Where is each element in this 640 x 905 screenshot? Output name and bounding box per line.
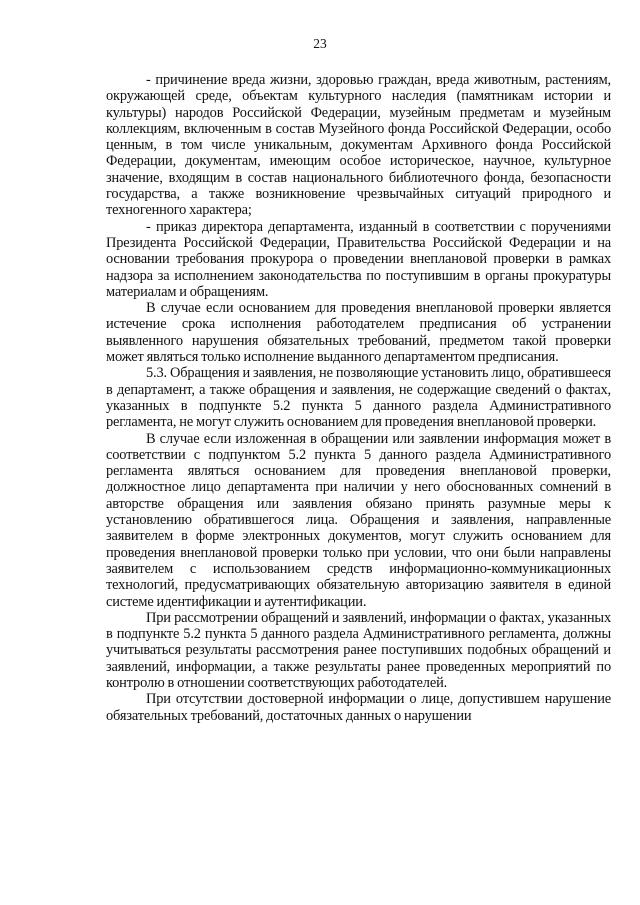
paragraph-author-verification: В случае если изложенная в обращении или заявлении информация может в соответствии с подпунктом 5.2 пункта 5 данного раздела Административного регламента являться основанием для проведения внеплановой проверки, должностное лицо департамента при наличии у него обоснованных сомнений в авторстве обращения или заявления обязано принять разумные меры к установлению обратившегося лица. Обращения и заявления, направленные заявителем в форме электронных документов, могут служить основанием для проведения внеплановой проверки только при условии, что они были направлены заявителем с использованием средств информационно-коммуникационных технологий, предусматривающих обязательную авторизацию заявителя в единой системе идентификации и аутентификации. [106, 430, 611, 610]
paragraph-no-reliable-info: При отсутствии достоверной информации о лице, допустившем нарушение обязательных требований, достаточных данных о нарушении [106, 691, 611, 724]
paragraph-director-order-item: - приказ директора департамента, изданный в соответствии с поручениями Президента Российской Федерации, Правительства Российской Федерации и на основании требования прокурора о проведении внеплановой проверки в рамках надзора за исполнением законодательства по поступившим в органы прокуратуры материалам и обращениям. [106, 218, 611, 300]
paragraph-prescription-expiry: В случае если основанием для проведения внеплановой проверки является истечение срока исполнения работодателем предписания об устранении выявленного нарушения обязательных требований, предметом такой проверки может являться только исполнение выданного департаментом предписания. [106, 300, 611, 366]
paragraph-harm-list-item: - причинение вреда жизни, здоровью граждан, вреда животным, растениям, окружающей среде, объектам культурного наследия (памятникам истории и культуры) народов Российской Федерации, музейным предметам и музейным коллекциям, включенным в состав Музейного фонда Российской Федерации, особо ценным, в том числе уникальным, документам Архивного фонда Российской Федерации, документам, имеющим особое историческое, научное, культурное значение, входящим в состав национального библиотечного фонда, безопасности государства, а также возникновение чрезвычайных ситуаций природного и техногенного характера; [106, 72, 611, 219]
paragraph-previous-results: При рассмотрении обращений и заявлений, информации о фактах, указанных в подпункте 5.2 пункта 5 данного раздела Административного регламента, должны учитываться результаты рассмотрения ранее поступивших подобных обращений и заявлений, информации, а также результаты ранее проведенных мероприятий по контролю в отношении соответствующих работодателей. [106, 609, 611, 691]
document-body [106, 72, 611, 724]
page-number: 23 [313, 36, 327, 51]
paragraph-section-5-3: 5.3. Обращения и заявления, не позволяющие установить лицо, обратившееся в департамент, а также обращения и заявления, не содержащие сведений о фактах, указанных в подпункте 5.2 пункта 5 данного раздела Административного регламента, не могут служить основанием для проведения внеплановой проверки. [106, 365, 611, 431]
